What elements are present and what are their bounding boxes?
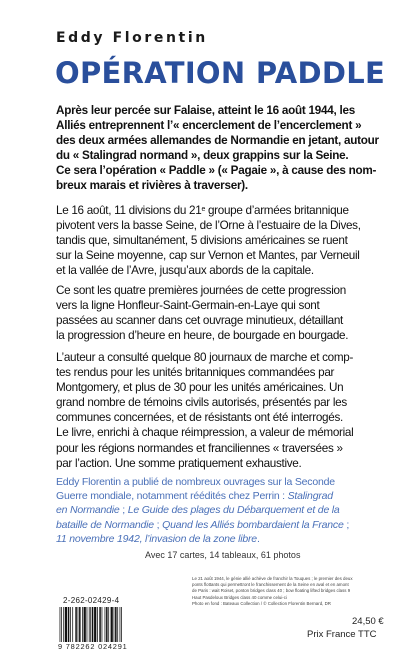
paragraph-line: tandis que, simultanément, 5 divisions américaines se ruent xyxy=(56,234,348,248)
credit-line: Haut Pasdeloux Bridges class 40 comme celui-ci xyxy=(192,594,287,600)
barcode-bar xyxy=(115,607,117,642)
intro-line: Après leur percée sur Falaise, atteint le 16 août 1944, les xyxy=(56,104,356,117)
paragraph-line: la progression d’heure en heure, de bourgade en bourgade. xyxy=(56,329,349,343)
superscript: e xyxy=(201,206,206,213)
paragraph-line: passées au scanner dans cet ouvrage minutieux, détaillant xyxy=(56,314,343,328)
bio-line xyxy=(56,503,362,517)
barcode-bar xyxy=(92,607,94,642)
price-label: Prix France TTC xyxy=(307,629,377,640)
barcode-bar xyxy=(114,607,115,642)
credit-line: de Paris : wait Roiset, ponton bridges class 40 ; bow floating lifted bridges class 9 xyxy=(192,588,351,594)
book-title-italic: bataille de Normandie xyxy=(56,518,154,531)
book-title-italic: Quand les Alliés bombardaient la France xyxy=(162,518,344,531)
barcode-bar xyxy=(99,607,101,642)
barcode-bar xyxy=(82,607,83,642)
credit-line: ponts flottants qui permettront le franchissement de la Seine en aval et en amont xyxy=(192,582,349,588)
author-name: Eddy Florentin xyxy=(56,30,208,46)
barcode-bar xyxy=(60,607,61,642)
credit-line: Photo en fond : Bateaux Collection / © Collection Florentin Bernard, DR xyxy=(192,600,331,606)
barcode-bar xyxy=(89,607,90,642)
barcode-bar xyxy=(117,607,118,642)
intro-line: Ce sera l’opération « Paddle » (« Pagaie », à cause des nom- xyxy=(56,164,377,177)
intro-line: breux marais et rivières à traverser). xyxy=(56,179,248,192)
text-fragment: ; xyxy=(153,518,163,531)
intro-line: du « Stalingrad normand », deux grappins sur la Seine. xyxy=(56,149,349,162)
paragraph-progression xyxy=(56,283,362,343)
bio-line: Eddy Florentin a publié de nombreux ouvrages sur la Seconde xyxy=(56,476,335,488)
paragraph-divisions xyxy=(56,203,362,278)
intro-paragraph xyxy=(56,103,379,193)
barcode-bar xyxy=(111,607,113,642)
bio-line xyxy=(56,518,362,532)
isbn: 2-262-02429-4 xyxy=(63,596,120,605)
barcode-icon xyxy=(58,607,133,642)
paragraph-line: pivotent vers la basse Seine, de l’Orne à l’estuaire de la Dives, xyxy=(56,219,361,233)
barcode-bar xyxy=(102,607,103,642)
barcode-bar xyxy=(94,607,96,642)
paragraph-line: vers la ligne Honfleur-Saint-Germain-en-Laye qui sont xyxy=(56,299,320,313)
barcode-bar xyxy=(121,607,122,642)
text-fragment: Le 16 août, 11 divisions du 21 xyxy=(56,204,202,217)
paragraph-line: grand nombre de témoins civils autorisés, présentés par les xyxy=(56,396,347,410)
paragraph-line: tes rendus pour les unités britanniques commandées par xyxy=(56,366,335,380)
barcode-number: 9 782262 024291 xyxy=(58,642,128,651)
barcode-bar xyxy=(105,607,106,642)
text-fragment: ; xyxy=(119,504,128,517)
barcode-bar xyxy=(70,607,71,642)
paragraph-line: Le livre, enrichi à chaque réimpression, a valeur de mémorial xyxy=(56,426,354,440)
bio-line xyxy=(56,532,362,546)
bio-line xyxy=(56,489,362,503)
barcode-bar xyxy=(61,607,62,642)
barcode-bar xyxy=(90,607,91,642)
paragraph-line: Ce sont les quatre premières journées de cette progression xyxy=(56,284,346,297)
barcode-bar xyxy=(78,607,79,642)
text-fragment: Guerre mondiale, notamment réédités chez Perrin : xyxy=(56,490,288,503)
book-title-italic: Le Guide des plages du Débarquement et de la xyxy=(127,504,340,517)
barcode-bar xyxy=(68,607,70,642)
paragraph-line: communes concernées, et de résistants ont été interrogés. xyxy=(56,411,343,425)
credit-line: Le 21 août 1944, le génie allié achève de franchir la Touques ; le premier des deux xyxy=(192,576,353,581)
price: 24,50 € xyxy=(352,616,384,627)
paragraph-line: par l’action. Une somme pratiquement exhaustive. xyxy=(56,456,302,470)
barcode-bar xyxy=(72,607,73,642)
paragraph-line xyxy=(56,203,362,218)
paragraph-author-sources xyxy=(56,350,362,471)
paragraph-line: Montgomery, et plus de 30 pour les unités américaines. Un xyxy=(56,381,344,395)
barcode-bar xyxy=(84,607,86,642)
text-fragment: ; xyxy=(343,518,350,531)
figures-count: Avec 17 cartes, 14 tableaux, 61 photos xyxy=(145,550,301,560)
book-title-italic: Stalingrad xyxy=(287,490,333,503)
book-title-italic: en Normandie xyxy=(56,504,120,517)
barcode-bar xyxy=(65,607,67,642)
barcode-bar xyxy=(87,607,88,642)
barcode-bar xyxy=(97,607,98,642)
author-bio xyxy=(56,475,362,546)
intro-line: des deux armées allemandes de Normandie en jetant, autour xyxy=(56,134,379,147)
barcode-bar xyxy=(120,607,121,642)
paragraph-line: pour les régions normandes et franciliennes « traversées » xyxy=(56,441,343,455)
photo-credits xyxy=(192,576,392,607)
text-fragment: groupe d’armées britannique xyxy=(205,204,349,217)
paragraph-line: L’auteur a consulté quelque 80 journaux de marche et comp- xyxy=(56,351,354,364)
paragraph-line: sur la Seine moyenne, cap sur Vernon et Mantes, par Verneuil xyxy=(56,249,360,263)
book-title: OPÉRATION PADDLE xyxy=(55,56,386,90)
barcode-bar xyxy=(79,607,81,642)
barcode-bar xyxy=(75,607,77,642)
barcode-bar xyxy=(108,607,109,642)
barcode-bar xyxy=(106,607,108,642)
intro-line: Alliés entreprennent l’« encerclement de l’encerclement » xyxy=(56,119,362,132)
book-title-italic: 11 novembre 1942, l’invasion de la zone libre xyxy=(56,532,257,545)
barcode-bar xyxy=(63,607,64,642)
text-fragment: . xyxy=(256,532,260,545)
paragraph-line: et la vallée de l’Avre, jusqu’aux abords de la capitale. xyxy=(56,264,314,278)
